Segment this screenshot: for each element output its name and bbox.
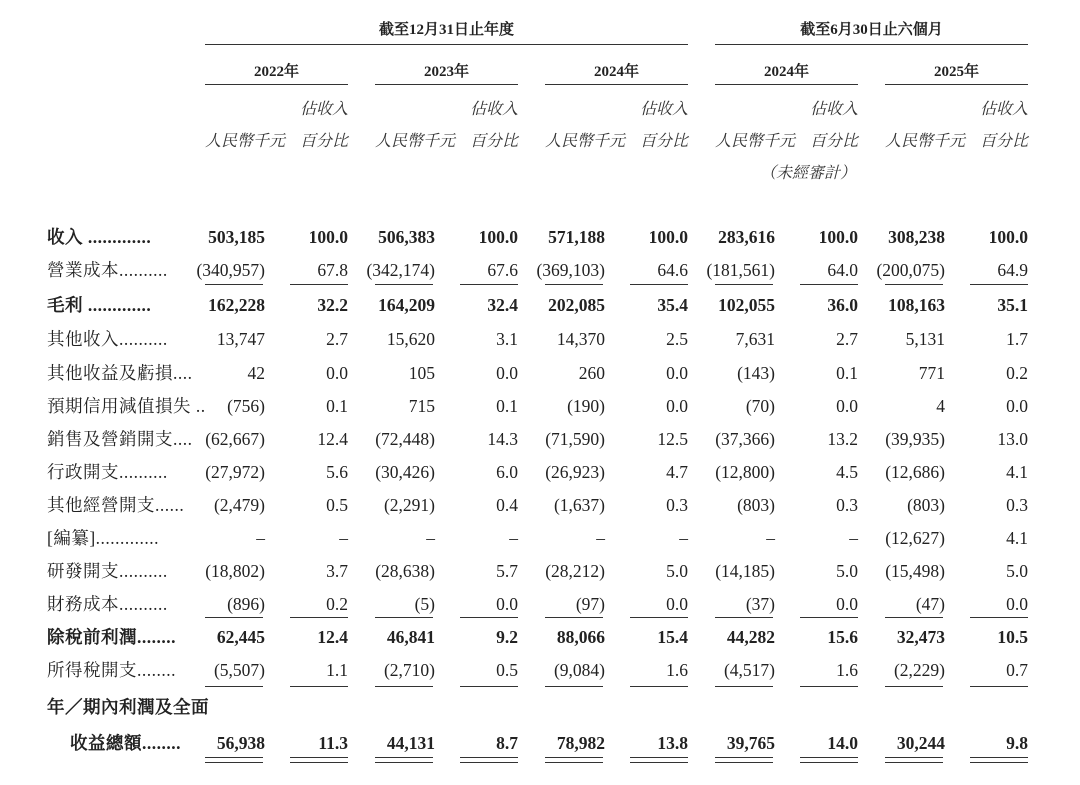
percent-cell: 100.0 bbox=[648, 227, 688, 247]
year-rule bbox=[375, 84, 518, 85]
group-header-fiscal-year: 截至12月31日止年度 bbox=[378, 22, 514, 38]
row-label: 其他經營開支...... bbox=[47, 495, 185, 515]
percent-cell: 1.1 bbox=[326, 660, 348, 680]
amount-cell: 571,188 bbox=[548, 227, 605, 247]
year-rule bbox=[885, 84, 1028, 85]
amount-cell: 260 bbox=[578, 363, 605, 383]
percent-cell: 6.0 bbox=[496, 462, 518, 482]
amount-cell: 105 bbox=[408, 363, 435, 383]
amount-cell: 44,131 bbox=[386, 733, 435, 753]
total-label-row bbox=[0, 694, 1080, 720]
percent-cell: 100.0 bbox=[478, 227, 518, 247]
amount-cell: (9,084) bbox=[553, 660, 605, 680]
pct-header-line2: 百分比 bbox=[469, 133, 518, 150]
table-row bbox=[0, 224, 1080, 250]
amount-cell: 102,055 bbox=[718, 295, 775, 315]
amount-cell: 7,631 bbox=[735, 329, 775, 349]
row-label: 其他收入.......... bbox=[47, 329, 168, 349]
table-row bbox=[0, 624, 1080, 650]
row-label: 所得稅開支........ bbox=[47, 660, 176, 680]
amount-cell: (62,667) bbox=[205, 429, 265, 449]
amount-cell: 39,765 bbox=[726, 733, 775, 753]
percent-cell: 0.0 bbox=[496, 594, 518, 614]
row-label: 財務成本.......... bbox=[47, 594, 168, 614]
header-rule bbox=[715, 44, 1028, 45]
underline bbox=[290, 686, 348, 687]
amount-cell: (2,229) bbox=[893, 660, 945, 680]
percent-cell: 0.3 bbox=[1006, 495, 1028, 515]
amount-cell: (97) bbox=[575, 594, 605, 614]
amount-cell: (200,075) bbox=[876, 260, 945, 280]
pct-header-line1: 佔收入 bbox=[639, 101, 688, 118]
year-header: 2023年 bbox=[423, 64, 469, 80]
year-header: 2025年 bbox=[933, 64, 979, 80]
table-row bbox=[0, 257, 1080, 283]
underline bbox=[375, 284, 433, 285]
underline bbox=[545, 686, 603, 687]
percent-cell: 12.4 bbox=[317, 627, 348, 647]
table-row bbox=[0, 657, 1080, 683]
percent-cell: 15.4 bbox=[657, 627, 688, 647]
amount-cell: – bbox=[426, 528, 435, 548]
pct-header-line2: 百分比 bbox=[979, 133, 1028, 150]
percent-cell: 100.0 bbox=[308, 227, 348, 247]
percent-cell: 67.8 bbox=[317, 260, 348, 280]
pct-header-line1: 佔收入 bbox=[809, 101, 858, 118]
amount-cell: 771 bbox=[918, 363, 945, 383]
amount-cell: (72,448) bbox=[375, 429, 435, 449]
percent-cell: 64.9 bbox=[997, 260, 1028, 280]
underline bbox=[460, 617, 518, 618]
percent-cell: 0.3 bbox=[836, 495, 858, 515]
amount-cell: 164,209 bbox=[378, 295, 435, 315]
amount-cell: 78,982 bbox=[556, 733, 605, 753]
percent-cell: 64.6 bbox=[657, 260, 688, 280]
percent-cell: 0.0 bbox=[836, 396, 858, 416]
percent-cell: 1.7 bbox=[1006, 329, 1028, 349]
percent-cell: 1.6 bbox=[836, 660, 858, 680]
table-row bbox=[0, 492, 1080, 518]
amount-cell: (27,972) bbox=[205, 462, 265, 482]
amount-cell: (18,802) bbox=[205, 561, 265, 581]
amount-cell: 14,370 bbox=[556, 329, 605, 349]
underline bbox=[205, 617, 263, 618]
year-rule bbox=[545, 84, 688, 85]
year-rule bbox=[205, 84, 348, 85]
year-header: 2022年 bbox=[253, 64, 299, 80]
percent-cell: 0.3 bbox=[666, 495, 688, 515]
underline bbox=[800, 617, 858, 618]
table-row bbox=[0, 426, 1080, 452]
amount-cell: 715 bbox=[408, 396, 435, 416]
underline bbox=[715, 284, 773, 285]
percent-cell: 0.0 bbox=[666, 594, 688, 614]
amount-unit-label: 人民幣千元 bbox=[375, 133, 456, 150]
table-row bbox=[0, 525, 1080, 551]
percent-cell: 12.5 bbox=[657, 429, 688, 449]
amount-cell: (2,479) bbox=[213, 495, 265, 515]
amount-cell: (5,507) bbox=[213, 660, 265, 680]
unaudited-note: （未經審計） bbox=[760, 165, 857, 182]
double-underline bbox=[885, 757, 943, 763]
amount-cell: (15,498) bbox=[885, 561, 945, 581]
pct-header-line2: 百分比 bbox=[639, 133, 688, 150]
percent-cell: 0.0 bbox=[666, 396, 688, 416]
amount-cell: 5,131 bbox=[905, 329, 945, 349]
table-row bbox=[0, 360, 1080, 386]
amount-cell: (14,185) bbox=[715, 561, 775, 581]
percent-cell: 9.8 bbox=[1006, 733, 1028, 753]
percent-cell: 9.2 bbox=[496, 627, 518, 647]
percent-cell: 4.1 bbox=[1006, 462, 1028, 482]
amount-cell: (39,935) bbox=[885, 429, 945, 449]
table-row bbox=[0, 326, 1080, 352]
percent-cell: 0.0 bbox=[666, 363, 688, 383]
percent-cell: 8.7 bbox=[496, 733, 518, 753]
amount-cell: 202,085 bbox=[548, 295, 605, 315]
percent-cell: 0.4 bbox=[496, 495, 518, 515]
amount-cell: (70) bbox=[745, 396, 775, 416]
underline bbox=[630, 284, 688, 285]
amount-cell: (37) bbox=[745, 594, 775, 614]
percent-cell: 3.7 bbox=[326, 561, 348, 581]
underline bbox=[970, 686, 1028, 687]
underline bbox=[460, 284, 518, 285]
percent-cell: – bbox=[849, 528, 858, 548]
table-row bbox=[0, 591, 1080, 617]
amount-cell: 46,841 bbox=[386, 627, 435, 647]
underline bbox=[205, 284, 263, 285]
percent-cell: 32.2 bbox=[317, 295, 348, 315]
amount-cell: 108,163 bbox=[888, 295, 945, 315]
amount-cell: (12,800) bbox=[715, 462, 775, 482]
double-underline bbox=[970, 757, 1028, 763]
pct-header-line1: 佔收入 bbox=[979, 101, 1028, 118]
double-underline bbox=[375, 757, 433, 763]
percent-cell: 67.6 bbox=[487, 260, 518, 280]
amount-cell: (28,212) bbox=[545, 561, 605, 581]
amount-unit-label: 人民幣千元 bbox=[205, 133, 286, 150]
underline bbox=[545, 617, 603, 618]
row-label: 營業成本.......... bbox=[47, 260, 168, 280]
double-underline bbox=[290, 757, 348, 763]
percent-cell: 14.0 bbox=[827, 733, 858, 753]
amount-cell: (30,426) bbox=[375, 462, 435, 482]
percent-cell: 13.0 bbox=[997, 429, 1028, 449]
amount-cell: 44,282 bbox=[726, 627, 775, 647]
double-underline bbox=[460, 757, 518, 763]
percent-cell: 5.6 bbox=[326, 462, 348, 482]
percent-cell: 0.0 bbox=[496, 363, 518, 383]
amount-cell: 162,228 bbox=[208, 295, 265, 315]
amount-cell: (803) bbox=[737, 495, 775, 515]
percent-cell: 13.2 bbox=[827, 429, 858, 449]
amount-cell: 283,616 bbox=[718, 227, 775, 247]
percent-cell: 0.1 bbox=[326, 396, 348, 416]
total-label-line1: 年／期內利潤及全面 bbox=[47, 697, 209, 717]
amount-cell: (756) bbox=[227, 396, 265, 416]
amount-cell: (190) bbox=[567, 396, 605, 416]
percent-cell: – bbox=[679, 528, 688, 548]
pct-header-line1: 佔收入 bbox=[469, 101, 518, 118]
percent-cell: 4.5 bbox=[836, 462, 858, 482]
amount-cell: 308,238 bbox=[888, 227, 945, 247]
percent-cell: 100.0 bbox=[988, 227, 1028, 247]
table-row bbox=[0, 292, 1080, 318]
amount-unit-label: 人民幣千元 bbox=[715, 133, 796, 150]
amount-cell: (342,174) bbox=[366, 260, 435, 280]
amount-cell: 88,066 bbox=[556, 627, 605, 647]
underline bbox=[970, 617, 1028, 618]
percent-cell: 4.1 bbox=[1006, 528, 1028, 548]
amount-cell: (12,686) bbox=[885, 462, 945, 482]
table-row bbox=[0, 393, 1080, 419]
amount-cell: – bbox=[256, 528, 265, 548]
percent-cell: 0.7 bbox=[1006, 660, 1028, 680]
row-label: 除稅前利潤........ bbox=[47, 627, 176, 647]
percent-cell: 0.5 bbox=[326, 495, 348, 515]
percent-cell: 11.3 bbox=[318, 733, 348, 753]
amount-cell: (71,590) bbox=[545, 429, 605, 449]
percent-cell: 0.0 bbox=[1006, 594, 1028, 614]
amount-cell: – bbox=[596, 528, 605, 548]
percent-cell: 0.0 bbox=[326, 363, 348, 383]
pct-header-line1: 佔收入 bbox=[299, 101, 348, 118]
amount-cell: 13,747 bbox=[216, 329, 265, 349]
group-header-six-months: 截至6月30日止六個月 bbox=[800, 22, 943, 38]
amount-cell: 503,185 bbox=[208, 227, 265, 247]
amount-cell: 30,244 bbox=[896, 733, 945, 753]
row-label: 銷售及營銷開支.... bbox=[47, 429, 193, 449]
row-label: [編纂]............. bbox=[47, 528, 160, 548]
percent-cell: 36.0 bbox=[827, 295, 858, 315]
pct-header-line2: 百分比 bbox=[809, 133, 858, 150]
underline bbox=[885, 686, 943, 687]
percent-cell: 0.5 bbox=[496, 660, 518, 680]
year-header: 2024年 bbox=[593, 64, 639, 80]
underline bbox=[630, 686, 688, 687]
percent-cell: 5.0 bbox=[666, 561, 688, 581]
underline bbox=[375, 617, 433, 618]
amount-cell: (181,561) bbox=[706, 260, 775, 280]
percent-cell: 0.2 bbox=[326, 594, 348, 614]
percent-cell: 35.4 bbox=[657, 295, 688, 315]
row-label: 收入 ............. bbox=[47, 227, 152, 247]
underline bbox=[290, 617, 348, 618]
double-underline bbox=[715, 757, 773, 763]
amount-cell: 506,383 bbox=[378, 227, 435, 247]
total-row bbox=[0, 730, 1080, 756]
percent-cell: 0.1 bbox=[496, 396, 518, 416]
amount-cell: (47) bbox=[915, 594, 945, 614]
amount-cell: 42 bbox=[247, 363, 265, 383]
percent-cell: 5.0 bbox=[1006, 561, 1028, 581]
percent-cell: 2.7 bbox=[836, 329, 858, 349]
percent-cell: 2.5 bbox=[666, 329, 688, 349]
amount-cell: 32,473 bbox=[896, 627, 945, 647]
percent-cell: 14.3 bbox=[487, 429, 518, 449]
amount-cell: (5) bbox=[414, 594, 435, 614]
year-header: 2024年 bbox=[763, 64, 809, 80]
double-underline bbox=[630, 757, 688, 763]
percent-cell: 12.4 bbox=[317, 429, 348, 449]
amount-cell: (803) bbox=[907, 495, 945, 515]
double-underline bbox=[205, 757, 263, 763]
amount-cell: (340,957) bbox=[196, 260, 265, 280]
year-rule bbox=[715, 84, 858, 85]
row-label: 毛利 ............. bbox=[47, 295, 152, 315]
percent-cell: 2.7 bbox=[326, 329, 348, 349]
amount-cell: (12,627) bbox=[885, 528, 945, 548]
percent-cell: 3.1 bbox=[496, 329, 518, 349]
percent-cell: 13.8 bbox=[657, 733, 688, 753]
amount-cell: (2,291) bbox=[383, 495, 435, 515]
underline bbox=[970, 284, 1028, 285]
percent-cell: 100.0 bbox=[818, 227, 858, 247]
underline bbox=[545, 284, 603, 285]
header-rule bbox=[205, 44, 688, 45]
amount-cell: (1,637) bbox=[553, 495, 605, 515]
amount-cell: (143) bbox=[737, 363, 775, 383]
underline bbox=[715, 617, 773, 618]
amount-cell: (369,103) bbox=[536, 260, 605, 280]
percent-cell: 1.6 bbox=[666, 660, 688, 680]
amount-unit-label: 人民幣千元 bbox=[885, 133, 966, 150]
underline bbox=[630, 617, 688, 618]
percent-cell: 32.4 bbox=[487, 295, 518, 315]
pct-header-line2: 百分比 bbox=[299, 133, 348, 150]
amount-cell: 56,938 bbox=[216, 733, 265, 753]
underline bbox=[205, 686, 263, 687]
amount-cell: 15,620 bbox=[386, 329, 435, 349]
underline bbox=[885, 617, 943, 618]
percent-cell: 35.1 bbox=[997, 295, 1028, 315]
underline bbox=[885, 284, 943, 285]
table-row bbox=[0, 459, 1080, 485]
table-row bbox=[0, 558, 1080, 584]
amount-cell: 4 bbox=[936, 396, 945, 416]
percent-cell: 10.5 bbox=[997, 627, 1028, 647]
underline bbox=[800, 284, 858, 285]
percent-cell: 0.1 bbox=[836, 363, 858, 383]
row-label: 行政開支.......... bbox=[47, 462, 168, 482]
row-label: 研發開支.......... bbox=[47, 561, 168, 581]
percent-cell: – bbox=[509, 528, 518, 548]
underline bbox=[375, 686, 433, 687]
percent-cell: 0.0 bbox=[836, 594, 858, 614]
percent-cell: 0.0 bbox=[1006, 396, 1028, 416]
amount-cell: (37,366) bbox=[715, 429, 775, 449]
amount-unit-label: 人民幣千元 bbox=[545, 133, 626, 150]
row-label: 其他收益及虧損.... bbox=[47, 363, 193, 383]
amount-cell: (26,923) bbox=[545, 462, 605, 482]
amount-cell: (28,638) bbox=[375, 561, 435, 581]
underline bbox=[715, 686, 773, 687]
underline bbox=[800, 686, 858, 687]
amount-cell: 62,445 bbox=[216, 627, 265, 647]
total-label-line2: 收益總額........ bbox=[70, 733, 181, 753]
amount-cell: (896) bbox=[227, 594, 265, 614]
percent-cell: 15.6 bbox=[827, 627, 858, 647]
percent-cell: 5.7 bbox=[496, 561, 518, 581]
underline bbox=[460, 686, 518, 687]
percent-cell: 0.2 bbox=[1006, 363, 1028, 383]
amount-cell: (4,517) bbox=[723, 660, 775, 680]
double-underline bbox=[800, 757, 858, 763]
percent-cell: – bbox=[339, 528, 348, 548]
underline bbox=[290, 284, 348, 285]
percent-cell: 4.7 bbox=[666, 462, 688, 482]
row-label: 預期信用減值損失 .. bbox=[47, 396, 206, 416]
percent-cell: 64.0 bbox=[827, 260, 858, 280]
percent-cell: 5.0 bbox=[836, 561, 858, 581]
amount-cell: (2,710) bbox=[383, 660, 435, 680]
amount-cell: – bbox=[766, 528, 775, 548]
double-underline bbox=[545, 757, 603, 763]
